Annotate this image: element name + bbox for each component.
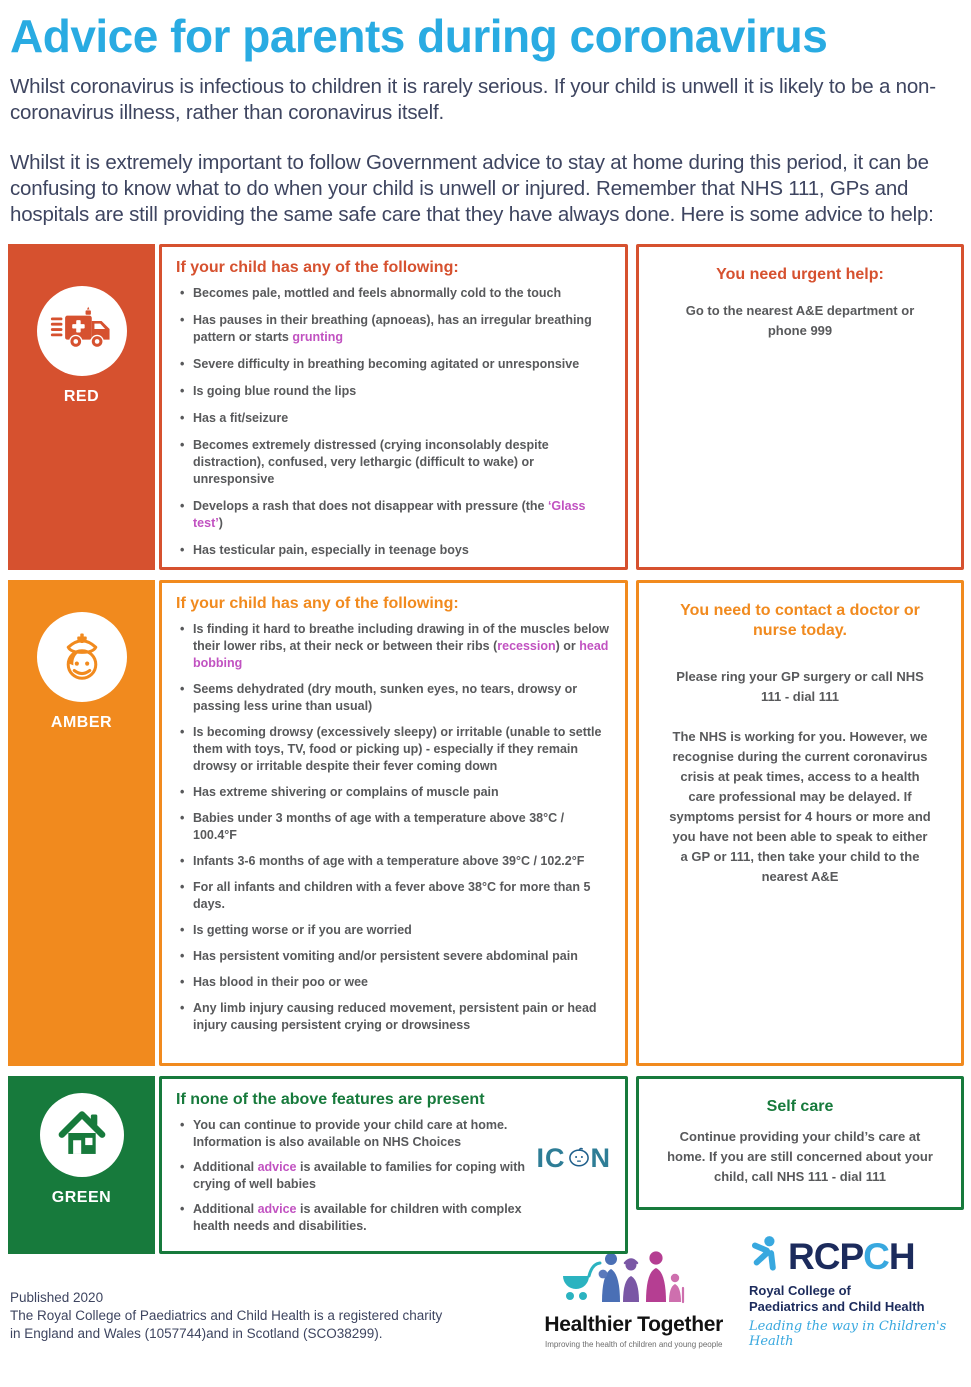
rcpch-acronym: [788, 1236, 915, 1278]
amber-action-body-2: The NHS is working for you. However, we recognise during the current coronavirus crisis at peak times, access to a health care professional may be delayed. If symptoms persist for 4 hours or more and you have not been able to speak to either a GP or 111, then take your child to the nearest A&E: [669, 729, 931, 885]
text-segment: Becomes pale, mottled and feels abnormally cold to the touch: [193, 286, 562, 301]
text-segment: is available to families for coping with crying of well babies: [193, 1160, 526, 1192]
amber-symptoms-box: [159, 580, 628, 1066]
text-segment: Additional: [193, 1202, 258, 1217]
symptom-item: [176, 383, 609, 400]
inline-link[interactable]: head bobbing: [193, 639, 609, 671]
healthier-together-tagline: Improving the health of children and young people: [544, 1340, 723, 1350]
baby-face-icon: [566, 1143, 591, 1174]
symptom-item: [176, 285, 609, 302]
symptom-item: [176, 681, 609, 715]
red-action-body: Go to the nearest A&E department or phone 999: [685, 303, 915, 339]
red-symptom-list: [176, 285, 609, 559]
section-green: [8, 1076, 963, 1254]
rcpch-name-line-1: Royal College of: [749, 1283, 851, 1299]
amber-action-box: [636, 580, 964, 1066]
amber-action-body-1: Please ring your GP surgery or call NHS 111 - dial 111: [676, 669, 924, 705]
symptom-item: [176, 879, 609, 913]
green-label: GREEN: [51, 1189, 112, 1207]
text-segment: Is becoming drowsy (excessively sleepy) or irritable (unable to settle them with toys, TV, food or picking up) - especially if they remain drowsy or irritable despite their fever coming down: [193, 725, 602, 774]
inline-link[interactable]: grunting: [292, 330, 344, 345]
symptom-item: [176, 853, 609, 870]
symptom-item: [176, 948, 609, 965]
rcpch-name-line-2: Paediatrics and Child Health: [749, 1299, 925, 1315]
red-label: RED: [63, 388, 100, 406]
amber-symptoms-heading: If your child has any of the following:: [176, 595, 459, 613]
rcpch-tagline: Leading the way in Children's Health: [749, 1319, 947, 1350]
amber-panel: [8, 580, 155, 1066]
page-title: Advice for parents during coronavirus: [10, 10, 828, 62]
text-segment: Is getting worse or if you are worried: [193, 923, 412, 938]
section-red: [8, 244, 963, 570]
symptom-item: [176, 724, 609, 775]
amber-symptom-list: [176, 621, 609, 1034]
red-symptoms-heading: If your child has any of the following:: [176, 259, 459, 277]
rcpch-logo: [749, 1234, 961, 1349]
symptom-item: [176, 437, 609, 488]
red-panel: [8, 244, 155, 570]
icon-programme-logo[interactable]: [537, 1143, 612, 1174]
inline-link[interactable]: advice: [257, 1160, 297, 1175]
green-action-body: Continue providing your child’s care at home. If you are still concerned about your child, call NHS 111 - dial 111: [667, 1129, 933, 1185]
symptom-item: [176, 1159, 531, 1193]
green-panel: [8, 1076, 155, 1254]
publication-info: [10, 1289, 442, 1343]
healthier-together-name: Healthier Together: [544, 1313, 723, 1337]
ambulance-icon: [50, 304, 114, 359]
rcpch-acronym-dark-2: H: [888, 1236, 915, 1278]
text-segment: Is going blue round the lips: [193, 384, 357, 399]
charity-line-2: in England and Wales (1057744)and in Scotland (SCO38299).: [10, 1326, 383, 1342]
icon-logo-suffix: N: [590, 1143, 611, 1174]
green-action-box: [636, 1076, 964, 1210]
green-advice-list: [176, 1117, 609, 1235]
symptom-item: [176, 810, 609, 844]
published-year: Published 2020: [10, 1290, 104, 1306]
footer: [8, 1236, 963, 1359]
text-segment: Develops a rash that does not disappear with pressure (the: [193, 499, 548, 514]
symptom-item: [176, 974, 609, 991]
amber-label: AMBER: [50, 714, 113, 732]
text-segment: Is finding it hard to breathe including drawing in of the muscles below their lower ribs, at their neck or between their ribs (: [193, 622, 609, 654]
text-segment: Any limb injury causing reduced movement, persistent pain or head injury causing persistent crying or drowsiness: [193, 1001, 597, 1033]
text-segment: Additional: [193, 1160, 258, 1175]
symptom-item: [176, 312, 609, 346]
healthier-together-logo: [544, 1250, 723, 1349]
rcpch-acronym-light: C: [863, 1236, 889, 1278]
rcpch-acronym-dark-1: RCP: [788, 1236, 864, 1278]
symptom-item: [176, 784, 609, 801]
text-segment: Has extreme shivering or complains of muscle pain: [193, 785, 499, 800]
text-segment: Seems dehydrated (dry mouth, sunken eyes, no tears, drowsy or passing less urine than usual): [193, 682, 578, 714]
symptom-item: [176, 1201, 531, 1235]
amber-badge: [37, 612, 127, 702]
text-segment: Has pauses in their breathing (apnoeas), has an irregular breathing pattern or starts: [193, 313, 592, 345]
green-advice-box: [159, 1076, 628, 1254]
text-segment: is available for children with complex health needs and disabilities.: [193, 1202, 522, 1234]
text-segment: Has a fit/seizure: [193, 411, 289, 426]
green-action-heading: Self care: [766, 1098, 834, 1116]
red-badge: [37, 286, 127, 376]
text-segment: Becomes extremely distressed (crying inconsolably despite distraction), confused, very lethargic (difficult to wake) or unresponsive: [193, 438, 549, 487]
icon-logo-prefix: IC: [536, 1143, 566, 1174]
inline-link[interactable]: recession: [497, 639, 556, 654]
amber-action-heading: You need to contact a doctor or nurse today.: [680, 602, 920, 640]
intro-paragraph-1: Whilst coronavirus is infectious to children it is rarely serious. If your child is unwell it is likely to be a non-coronavirus illness, rather than coronavirus itself.: [10, 75, 936, 125]
symptom-item: [176, 542, 609, 559]
text-segment: Infants 3-6 months of age with a temperature above 39°C / 102.2°F: [193, 854, 585, 869]
text-segment: ): [218, 516, 223, 531]
intro-paragraph-2: Whilst it is extremely important to follow Government advice to stay at home during this period, it can be confusing to know what to do when your child is unwell or injured. Remember that NHS 111, GPs and hospitals are still providing the same safe care that they have always done. Here is some advice to help:: [10, 151, 934, 227]
text-segment: ) or: [555, 639, 580, 654]
text-segment: Severe difficulty in breathing becoming agitated or unresponsive: [193, 357, 580, 372]
symptom-item: [176, 356, 609, 373]
inline-link[interactable]: advice: [257, 1202, 297, 1217]
symptom-item: [176, 410, 609, 427]
text-segment: Has persistent vomiting and/or persistent severe abdominal pain: [193, 949, 578, 964]
symptom-item: [176, 621, 609, 672]
red-action-box: [636, 244, 964, 570]
text-segment: For all infants and children with a fever above 38°C for more than 5 days.: [193, 880, 591, 912]
section-amber: [8, 580, 963, 1066]
symptom-item: [176, 498, 609, 532]
text-segment: Babies under 3 months of age with a temperature above 38°C / 100.4°F: [193, 811, 565, 843]
inline-link[interactable]: ‘Glass test’: [193, 499, 586, 531]
charity-line-1: The Royal College of Paediatrics and Child Health is a registered charity: [10, 1308, 443, 1324]
green-badge: [40, 1093, 124, 1177]
rcpch-star-icon: [749, 1234, 783, 1279]
symptom-item: [176, 1117, 531, 1151]
red-action-heading: You need urgent help:: [716, 266, 884, 284]
text-segment: Has testicular pain, especially in teenage boys: [193, 543, 469, 558]
symptom-item: [176, 1000, 609, 1034]
healthier-together-figures-icon: [559, 1293, 709, 1310]
text-segment: Has blood in their poo or wee: [193, 975, 369, 990]
text-segment: You can continue to provide your child care at home. Information is also available on NHS Choices: [193, 1118, 508, 1150]
symptom-item: [176, 922, 609, 939]
home-icon: [53, 1104, 111, 1167]
nurse-icon: [51, 624, 113, 691]
green-advice-heading: If none of the above features are present: [176, 1091, 485, 1109]
red-symptoms-box: [159, 244, 628, 570]
